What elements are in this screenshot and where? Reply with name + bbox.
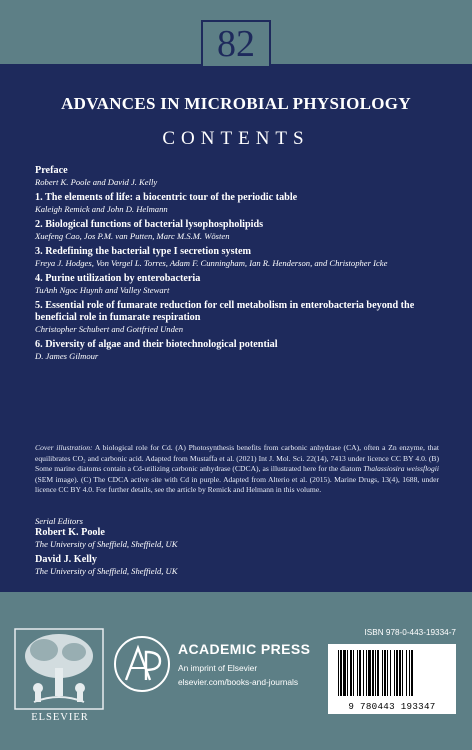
editor-affiliation: The University of Sheffield, Sheffield, UK bbox=[35, 566, 178, 576]
toc-entry-title: 5. Essential role of fumarate reduction for cell metabolism in enterobacteria beyond the beneficial role in fumarate respiration bbox=[35, 300, 415, 323]
toc-entry bbox=[35, 246, 445, 269]
toc-entry-title: 1. The elements of life: a biocentric tour of the periodic table bbox=[35, 192, 298, 203]
volume-number: 82 bbox=[201, 20, 271, 68]
toc-entry bbox=[35, 273, 445, 296]
elsevier-tree-logo-icon bbox=[14, 628, 104, 710]
toc-entry-title: 3. Redefining the bacterial type I secretion system bbox=[35, 246, 251, 257]
academic-press-logo-icon bbox=[112, 634, 172, 694]
toc-entry-authors: TuAnh Ngoc Huynh and Valley Stewart bbox=[35, 285, 170, 295]
toc-entry-authors: Kaleigh Remick and John D. Helmann bbox=[35, 204, 168, 214]
serial-editors bbox=[35, 516, 335, 581]
series-title: ADVANCES IN MICROBIAL PHYSIOLOGY bbox=[61, 94, 411, 113]
toc-entry-authors: Xuefeng Cao, Jos P.M. van Putten, Marc M.S.M. Wösten bbox=[35, 231, 230, 241]
cover-illustration-credit bbox=[35, 443, 439, 496]
toc-entry bbox=[35, 300, 445, 335]
academic-press-name: ACADEMIC PRESS bbox=[178, 641, 311, 657]
cover-illustration-text-1: A biological role for Cd. (A) Photosynthesis benefits from carbonic anhydrase (CA), often a Zn enzyme, that equilibrates CO₂ and carbonic acid. Adapted from Mustaffa et al. (2021) Int J. Mol. Sci. 22(14), 7413 under licence CC BY 4.0. (B) Some marine diatoms contain a Cd-utilizing carbonic anhydrase (CDCA), as illustrated here for the diatom bbox=[35, 443, 439, 474]
publisher-url: elsevier.com/books-and-journals bbox=[178, 677, 299, 687]
editor-name: David J. Kelly bbox=[35, 554, 97, 565]
editor-name: Robert K. Poole bbox=[35, 527, 105, 538]
toc-entry-authors: Robert K. Poole and David J. Kelly bbox=[35, 177, 158, 187]
toc-entry-title: Preface bbox=[35, 165, 68, 176]
cover-illustration-text-2: (SEM image). (C) The CDCA active site with Cd in purple. Adapted from Alterio et al. (2015). Marine Drugs, 13(4), 1688, under licence CC BY 4.0. For further details, see the article by Remick and Helmann in this volume. bbox=[35, 474, 439, 495]
cover-illustration-species: Thalassiosira weissflogii bbox=[363, 464, 439, 474]
cover-illustration-label: Cover illustration: bbox=[35, 443, 93, 452]
toc-entry-authors: Christopher Schubert and Gottfried Unden bbox=[35, 324, 183, 334]
editor-affiliation: The University of Sheffield, Sheffield, UK bbox=[35, 539, 178, 549]
toc-entry bbox=[35, 192, 445, 215]
serial-editors-label: Serial Editors bbox=[35, 516, 83, 526]
toc-entry bbox=[35, 165, 445, 188]
toc-entry-title: 6. Diversity of algae and their biotechnological potential bbox=[35, 339, 278, 350]
isbn-barcode bbox=[328, 644, 456, 714]
toc-entry-authors: D. James Gilmour bbox=[35, 351, 99, 361]
elsevier-wordmark: ELSEVIER bbox=[31, 712, 89, 723]
toc-entry bbox=[35, 219, 445, 242]
contents-heading: CONTENTS bbox=[162, 128, 310, 149]
barcode-digits: 9 780443 193347 bbox=[348, 701, 436, 712]
table-of-contents bbox=[35, 165, 445, 366]
toc-entry-authors: Freya J. Hodges, Von Vergel L. Torres, Adam F. Cunningham, Ian R. Henderson, and Christopher Icke bbox=[35, 258, 388, 268]
barcode-bars-icon bbox=[328, 644, 456, 700]
toc-entry-title: 4. Purine utilization by enterobacteria bbox=[35, 273, 201, 284]
toc-entry-title: 2. Biological functions of bacterial lysophospholipids bbox=[35, 219, 264, 230]
isbn-label: ISBN 978-0-443-19334-7 bbox=[364, 628, 456, 637]
imprint-line: An imprint of Elsevier bbox=[178, 663, 258, 673]
toc-entry bbox=[35, 339, 445, 362]
